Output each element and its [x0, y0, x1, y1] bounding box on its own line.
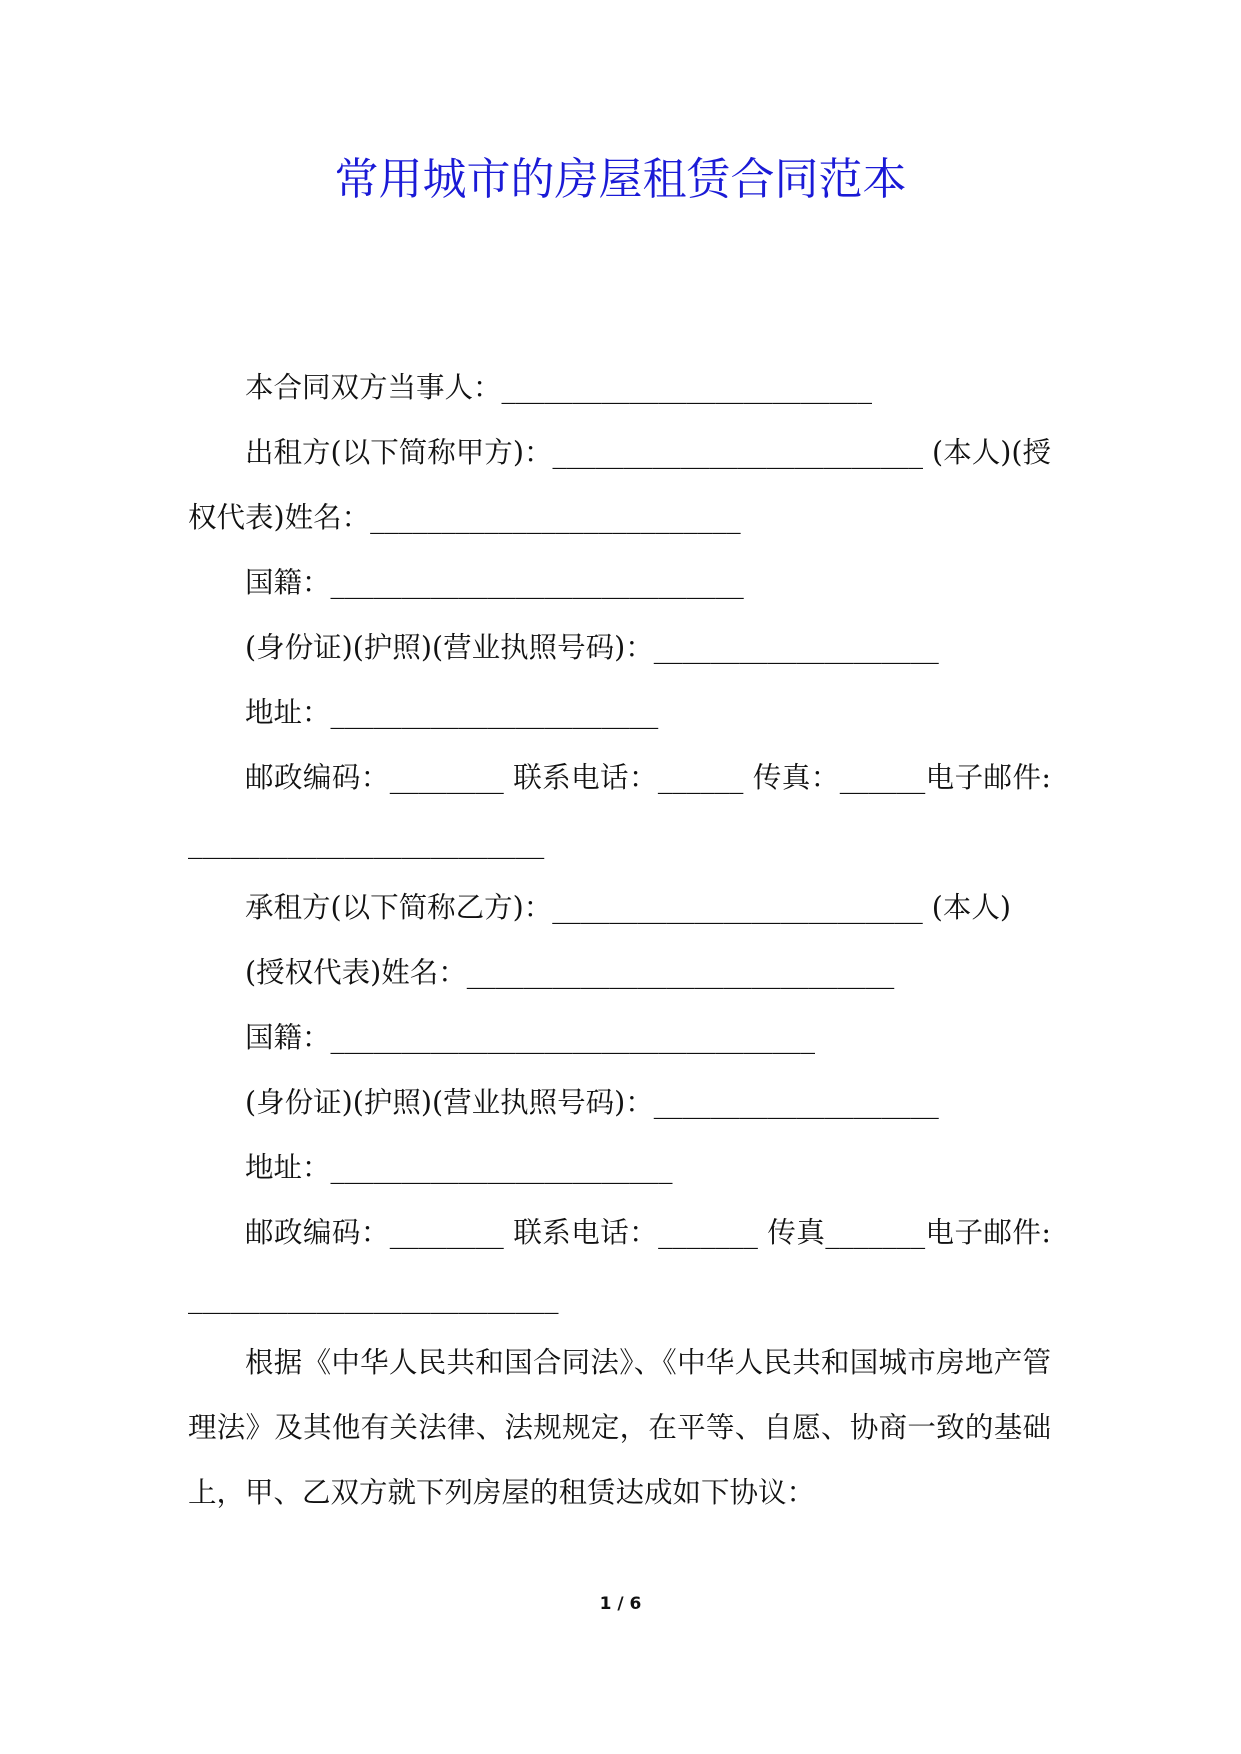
paragraph-agreement-basis: 根据《中华人民共和国合同法》、《中华人民共和国城市房地产管理法》及其他有关法律、法规规定，在平等、自愿、协商一致的基础上，甲、乙双方就下列房屋的租赁达成如下协议： [188, 1346, 1051, 1509]
paragraph-lessor-nationality: 国籍：_____________________________ [245, 566, 744, 599]
paragraph-lessee: 承租方(以下简称乙方)：__________________________ (本人) [245, 891, 1012, 924]
paragraph-parties: 本合同双方当事人：__________________________ [245, 371, 873, 404]
paragraph-lessee-nationality: 国籍：__________________________________ [245, 1021, 816, 1054]
page-number: 1 / 6 [599, 1594, 642, 1614]
paragraph-lessor-contact: 邮政编码：________ 联系电话：______ 传真：______电子邮件:_________________________ [188, 761, 1051, 859]
paragraph-lessee-address: 地址：________________________ [245, 1151, 673, 1184]
document-body [188, 355, 1051, 1525]
paragraph-lessee-representative: (授权代表)姓名：______________________________ [245, 956, 895, 989]
paragraph-lessee-id: (身份证)(护照)(营业执照号码)：____________________ [245, 1086, 939, 1119]
paragraph-lessor: 出租方(以下简称甲方)：__________________________ (本人)(授权代表)姓名：__________________________ [188, 436, 1051, 534]
paragraph-lessor-id: (身份证)(护照)(营业执照号码)：____________________ [245, 631, 939, 664]
paragraph-lessee-contact: 邮政编码：________ 联系电话：_______ 传真_______电子邮件:__________________________ [188, 1216, 1051, 1314]
document-title: 常用城市的房屋租赁合同范本 [334, 154, 907, 205]
paragraph-lessor-address: 地址：_______________________ [245, 696, 659, 729]
